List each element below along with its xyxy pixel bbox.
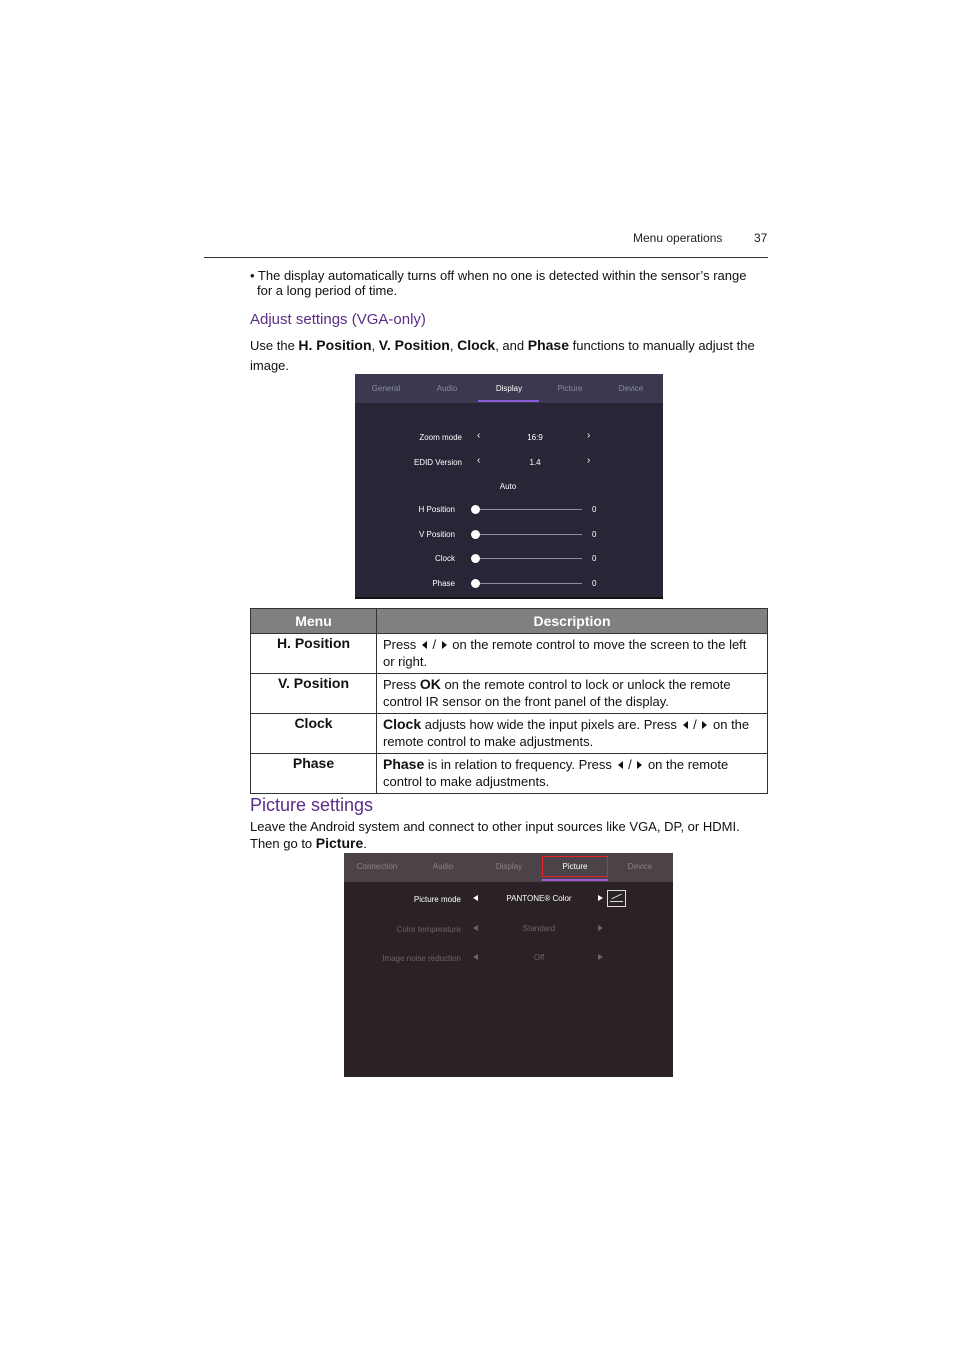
table-row xyxy=(251,714,768,754)
picture-settings-text xyxy=(250,819,770,852)
tab-audio[interactable]: Audio xyxy=(432,862,454,871)
picture-bold-label: Picture xyxy=(315,835,364,851)
left-triangle-icon xyxy=(683,721,688,729)
description-text: on the remote control to move the screen to the left or right. xyxy=(383,637,747,669)
tab-connection[interactable]: Connection xyxy=(356,862,398,871)
left-triangle-icon xyxy=(618,761,623,769)
picture-tab-bar xyxy=(344,853,673,882)
bullet-text-continued: for a long period of time. xyxy=(257,283,398,298)
table-row xyxy=(251,674,768,714)
v-position-label: V Position xyxy=(418,530,455,539)
right-triangle-icon xyxy=(702,721,707,729)
left-triangle-icon xyxy=(422,641,427,649)
image-noise-reduction-label: Image noise reduction xyxy=(382,954,461,963)
edid-version-label: EDID Version xyxy=(413,458,462,467)
table-header-row xyxy=(251,609,768,634)
row-menu-clock: Clock xyxy=(251,714,377,754)
h-position-label: H Position xyxy=(418,505,455,514)
h-position-slider-handle[interactable] xyxy=(471,505,480,514)
intro-text: , xyxy=(449,338,458,353)
phase-slider-handle[interactable] xyxy=(471,579,480,588)
energy-star-icon xyxy=(607,890,626,907)
phase-slider[interactable] xyxy=(476,583,582,584)
row-menu-h-position: H. Position xyxy=(251,634,377,674)
phase-value: 0 xyxy=(592,579,597,588)
color-temperature-label: Color temperature xyxy=(396,925,461,934)
tab-audio[interactable]: Audio xyxy=(436,384,458,393)
description-text: Press xyxy=(383,677,420,692)
description-text: adjusts how wide the input pixels are. Press xyxy=(421,717,681,732)
clock-slider[interactable] xyxy=(476,558,582,559)
menu-column-header: Menu xyxy=(251,609,377,634)
row-menu-phase: Phase xyxy=(251,754,377,794)
tab-display[interactable]: Display xyxy=(495,862,523,871)
running-header-section: Menu operations xyxy=(633,231,723,245)
picture-tab-highlight xyxy=(542,856,608,877)
intro-v-position: V. Position xyxy=(378,337,450,353)
tab-general[interactable]: General xyxy=(371,384,401,393)
table-row xyxy=(251,634,768,674)
page-number: 37 xyxy=(754,231,768,245)
chevron-right-icon[interactable]: › xyxy=(587,455,591,466)
row-menu-v-position: V. Position xyxy=(251,674,377,714)
description-text: on the remote control to make adjustments. xyxy=(383,757,729,789)
adjust-settings-heading: Adjust settings (VGA-only) xyxy=(250,311,426,328)
display-tab-bar xyxy=(355,374,663,403)
auto-button[interactable]: Auto xyxy=(499,482,517,491)
right-triangle-icon xyxy=(598,954,603,960)
description-text: is in relation to frequency. Press xyxy=(424,757,616,772)
v-position-slider[interactable] xyxy=(476,534,582,535)
paragraph-text: . xyxy=(363,836,367,851)
picture-mode-label: Picture mode xyxy=(413,895,461,904)
clock-label: Clock xyxy=(434,554,455,563)
clock-slider-handle[interactable] xyxy=(471,554,480,563)
right-triangle-icon xyxy=(598,925,603,931)
header-rule xyxy=(204,257,768,258)
adjust-intro xyxy=(250,335,768,376)
description-text: Press xyxy=(383,637,420,652)
intro-h-position: H. Position xyxy=(298,337,372,353)
description-column-header: Description xyxy=(377,609,768,634)
left-triangle-icon xyxy=(473,954,478,960)
left-triangle-icon xyxy=(473,925,478,931)
left-triangle-icon[interactable] xyxy=(473,895,478,901)
tab-picture[interactable]: Picture xyxy=(562,862,588,871)
clock-value: 0 xyxy=(592,554,597,563)
tab-device[interactable]: Device xyxy=(627,862,653,871)
zoom-mode-label: Zoom mode xyxy=(419,433,462,442)
intro-clock: Clock xyxy=(457,337,496,353)
intro-phase: Phase xyxy=(527,337,569,353)
description-text: on the remote control to make adjustments. xyxy=(383,717,750,749)
chevron-left-icon[interactable]: ‹ xyxy=(477,430,481,441)
tab-picture[interactable]: Picture xyxy=(557,384,583,393)
tab-device[interactable]: Device xyxy=(618,384,644,393)
phase-label: Phase xyxy=(432,579,455,588)
right-triangle-icon xyxy=(637,761,642,769)
intro-text: , xyxy=(371,338,379,353)
description-text: on the remote control to lock or unlock the remote control IR sensor on the front panel of the display. xyxy=(383,677,731,709)
row-description xyxy=(377,674,768,714)
h-position-slider[interactable] xyxy=(476,509,582,510)
right-triangle-icon xyxy=(442,641,447,649)
intro-text: functions to manually adjust the image. xyxy=(250,338,755,373)
bullet-text: • The display automatically turns off when no one is detected within the sensor’s range xyxy=(250,268,747,283)
intro-text: , and xyxy=(495,338,528,353)
paragraph-text: Then go to xyxy=(250,836,316,851)
description-text: / xyxy=(689,717,701,732)
description-text: / xyxy=(428,637,440,652)
edid-version-value: 1.4 xyxy=(529,458,541,467)
row-description xyxy=(377,634,768,674)
row-description xyxy=(377,714,768,754)
v-position-value: 0 xyxy=(592,530,597,539)
paragraph-text: Leave the Android system and connect to other input sources like VGA, DP, or HDMI. xyxy=(250,819,740,834)
v-position-slider-handle[interactable] xyxy=(471,530,480,539)
description-lead: Clock xyxy=(383,716,422,732)
picture-settings-heading: Picture settings xyxy=(250,795,374,815)
table-row xyxy=(251,754,768,794)
screenshot-bottom-edge xyxy=(355,597,663,599)
intro-text: Use the xyxy=(250,338,299,353)
row-description xyxy=(377,754,768,794)
ok-key-label: OK xyxy=(419,676,441,692)
display-settings-screenshot xyxy=(355,374,663,599)
chevron-left-icon[interactable]: ‹ xyxy=(477,455,481,466)
description-text: / xyxy=(624,757,636,772)
chevron-right-icon[interactable]: › xyxy=(587,430,591,441)
picture-settings-screenshot xyxy=(344,853,673,1077)
color-temperature-value: Standard xyxy=(522,924,556,933)
description-lead: Phase xyxy=(383,756,425,772)
zoom-mode-value: 16:9 xyxy=(527,433,543,442)
settings-table xyxy=(250,608,768,794)
active-tab-indicator xyxy=(478,400,539,402)
image-noise-reduction-value: Off xyxy=(533,953,545,962)
tab-display[interactable]: Display xyxy=(495,384,523,393)
picture-mode-value: PANTONE® Color xyxy=(506,894,572,903)
h-position-value: 0 xyxy=(592,505,597,514)
right-triangle-icon[interactable] xyxy=(598,895,603,901)
active-tab-indicator xyxy=(542,879,608,881)
